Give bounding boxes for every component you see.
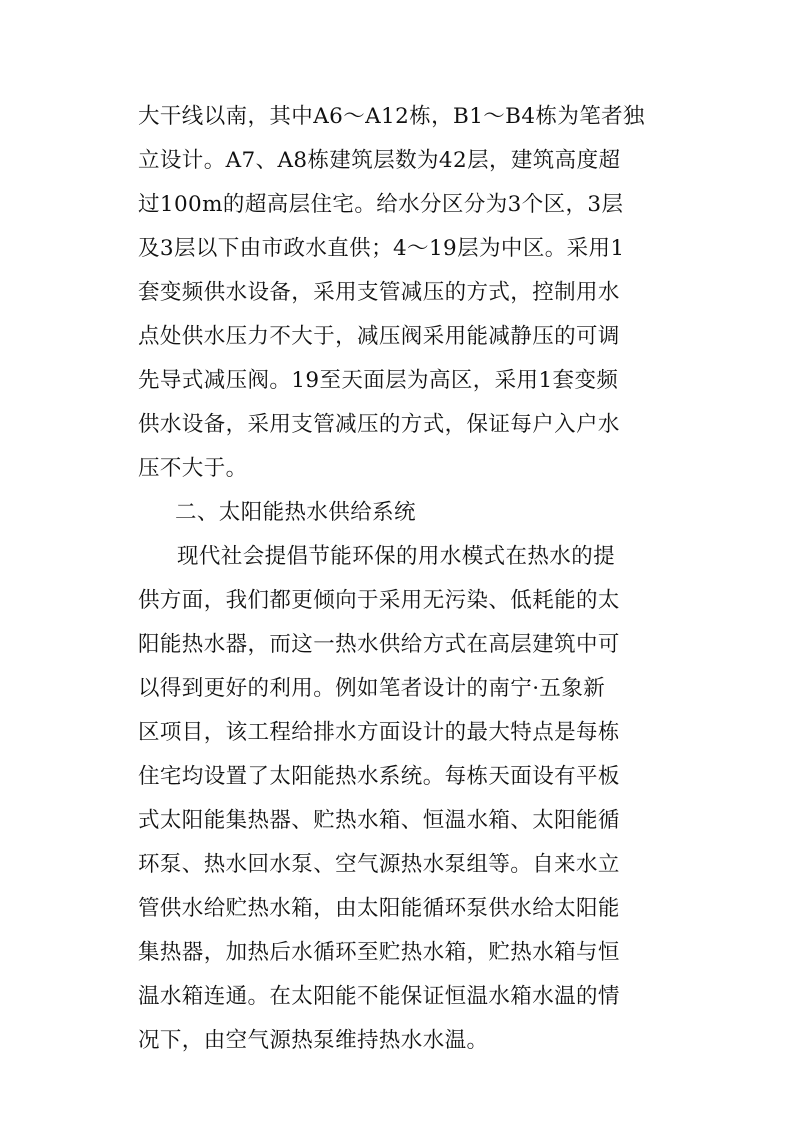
paragraph-first-line: 现代社会提倡节能环保的用水模式在热水的提 <box>177 544 616 569</box>
text-line: 环泵、热水回水泵、空气源热水泵组等。自来水立 <box>138 852 620 877</box>
text-line: 先导式减压阀。19至天面层为高区，采用1套变频 <box>138 368 619 393</box>
text-line: 管供水给贮热水箱，由太阳能循环泵供水给太阳能 <box>138 896 620 921</box>
text-line: 及3层以下由市政水直供；4～19层为中区。采用1 <box>138 236 625 261</box>
text-line: 式太阳能集热器、贮热水箱、恒温水箱、太阳能循 <box>138 808 620 833</box>
text-line: 点处供水压力不大于，减压阀采用能减静压的可调 <box>138 324 620 349</box>
text-line: 压不大于。 <box>138 456 248 481</box>
text-line: 供水设备，采用支管减压的方式，保证每户入户水 <box>138 412 620 437</box>
text-line: 区项目，该工程给排水方面设计的最大特点是每栋 <box>138 720 620 745</box>
text-line: 大干线以南，其中A6～A12栋，B1～B4栋为笔者独 <box>138 104 645 129</box>
text-line: 集热器，加热后水循环至贮热水箱，贮热水箱与恒 <box>138 940 620 965</box>
text-line: 套变频供水设备，采用支管减压的方式，控制用水 <box>138 280 620 305</box>
text-line: 阳能热水器，而这一热水供给方式在高层建筑中可 <box>138 632 620 657</box>
text-line: 住宅均设置了太阳能热水系统。每栋天面设有平板 <box>138 764 620 789</box>
text-line: 以得到更好的利用。例如笔者设计的南宁·五象新 <box>138 676 606 701</box>
section-heading: 二、太阳能热水供给系统 <box>175 500 416 525</box>
text-line: 过100m的超高层住宅。给水分区分为3个区，3层 <box>138 192 624 217</box>
document-body <box>0 95 794 1063</box>
text-line: 立设计。A7、A8栋建筑层数为42层，建筑高度超 <box>138 148 621 173</box>
text-line: 供方面，我们都更倾向于采用无污染、低耗能的太 <box>138 588 620 613</box>
text-line: 况下，由空气源热泵维持热水水温。 <box>138 1028 489 1053</box>
text-line: 温水箱连通。在太阳能不能保证恒温水箱水温的情 <box>138 984 620 1009</box>
